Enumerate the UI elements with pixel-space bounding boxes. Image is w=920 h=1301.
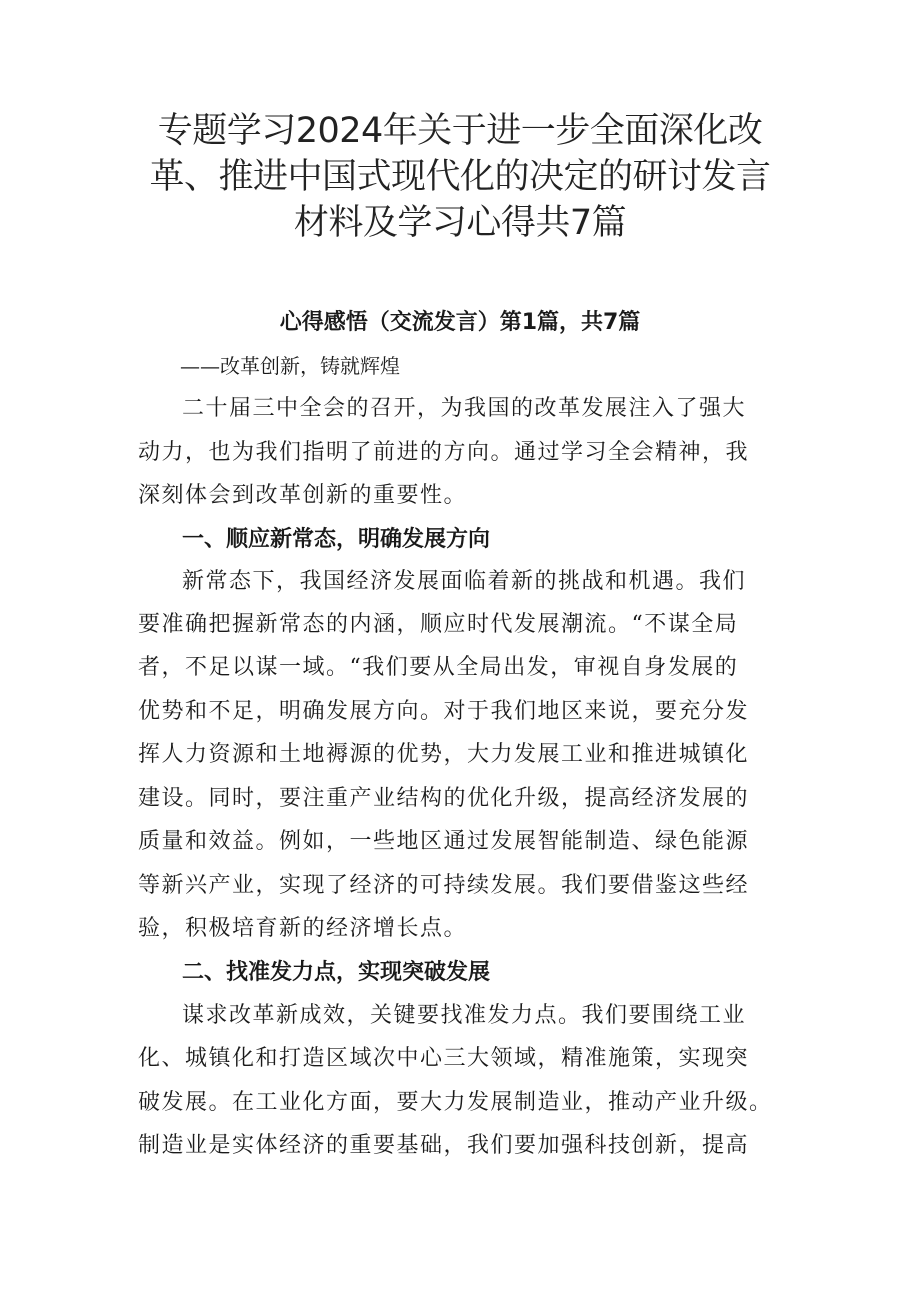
body-line: 优势和不足，明确发展方向。对于我们地区来说，要充分发 bbox=[138, 699, 750, 724]
intro-line: 二十届三中全会的召开，为我国的改革发展注入了强大 bbox=[182, 396, 747, 421]
title-line: 专题学习2024年关于进一步全面深化改 bbox=[157, 111, 763, 151]
intro-line: 深刻体会到改革创新的重要性。 bbox=[138, 483, 468, 508]
article-heading: 心得感悟（交流发言）第1篇，共7篇 bbox=[279, 310, 641, 335]
body-line: 要准确把握新常态的内涵，顺应时代发展潮流。“不谋全局 bbox=[138, 612, 739, 637]
body-line: 等新兴产业，实现了经济的可持续发展。我们要借鉴这些经 bbox=[138, 873, 750, 898]
title-line: 材料及学习心得共7篇 bbox=[293, 203, 627, 243]
body-line: 者，不足以谋一域。“我们要从全局出发，审视自身发展的 bbox=[138, 655, 739, 680]
body-line: 新常态下，我国经济发展面临着新的挑战和机遇。我们 bbox=[182, 569, 747, 594]
body-line: 验，积极培育新的经济增长点。 bbox=[138, 916, 468, 941]
article-subtitle: ——改革创新，铸就辉煌 bbox=[180, 354, 400, 378]
body-line: 化、城镇化和打造区域次中心三大领域，精准施策，实现突 bbox=[138, 1046, 750, 1071]
body-line: 谋求改革新成效，关键要找准发力点。我们要围绕工业 bbox=[182, 1003, 747, 1028]
document-title bbox=[120, 108, 800, 246]
body-line: 破发展。在工业化方面，要大力发展制造业，推动产业升级。 bbox=[138, 1090, 773, 1115]
section-heading-2: 二、找准发力点，实现突破发展 bbox=[182, 960, 491, 985]
body-line: 建设。同时，要注重产业结构的优化升级，提高经济发展的 bbox=[138, 786, 750, 811]
body-line: 挥人力资源和土地褥源的优势，大力发展工业和推进城镇化 bbox=[138, 742, 750, 767]
title-line: 革、推进中国式现代化的决定的研讨发言 bbox=[149, 157, 771, 197]
section-heading-1: 一、顺应新常态，明确发展方向 bbox=[182, 527, 491, 552]
body-line: 制造业是实体经济的重要基础，我们要加强科技创新，提高 bbox=[138, 1133, 750, 1158]
intro-line: 动力，也为我们指明了前进的方向。通过学习全会精神，我 bbox=[138, 440, 750, 465]
body-line: 质量和效益。例如，一些地区通过发展智能制造、绿色能源 bbox=[138, 829, 750, 854]
